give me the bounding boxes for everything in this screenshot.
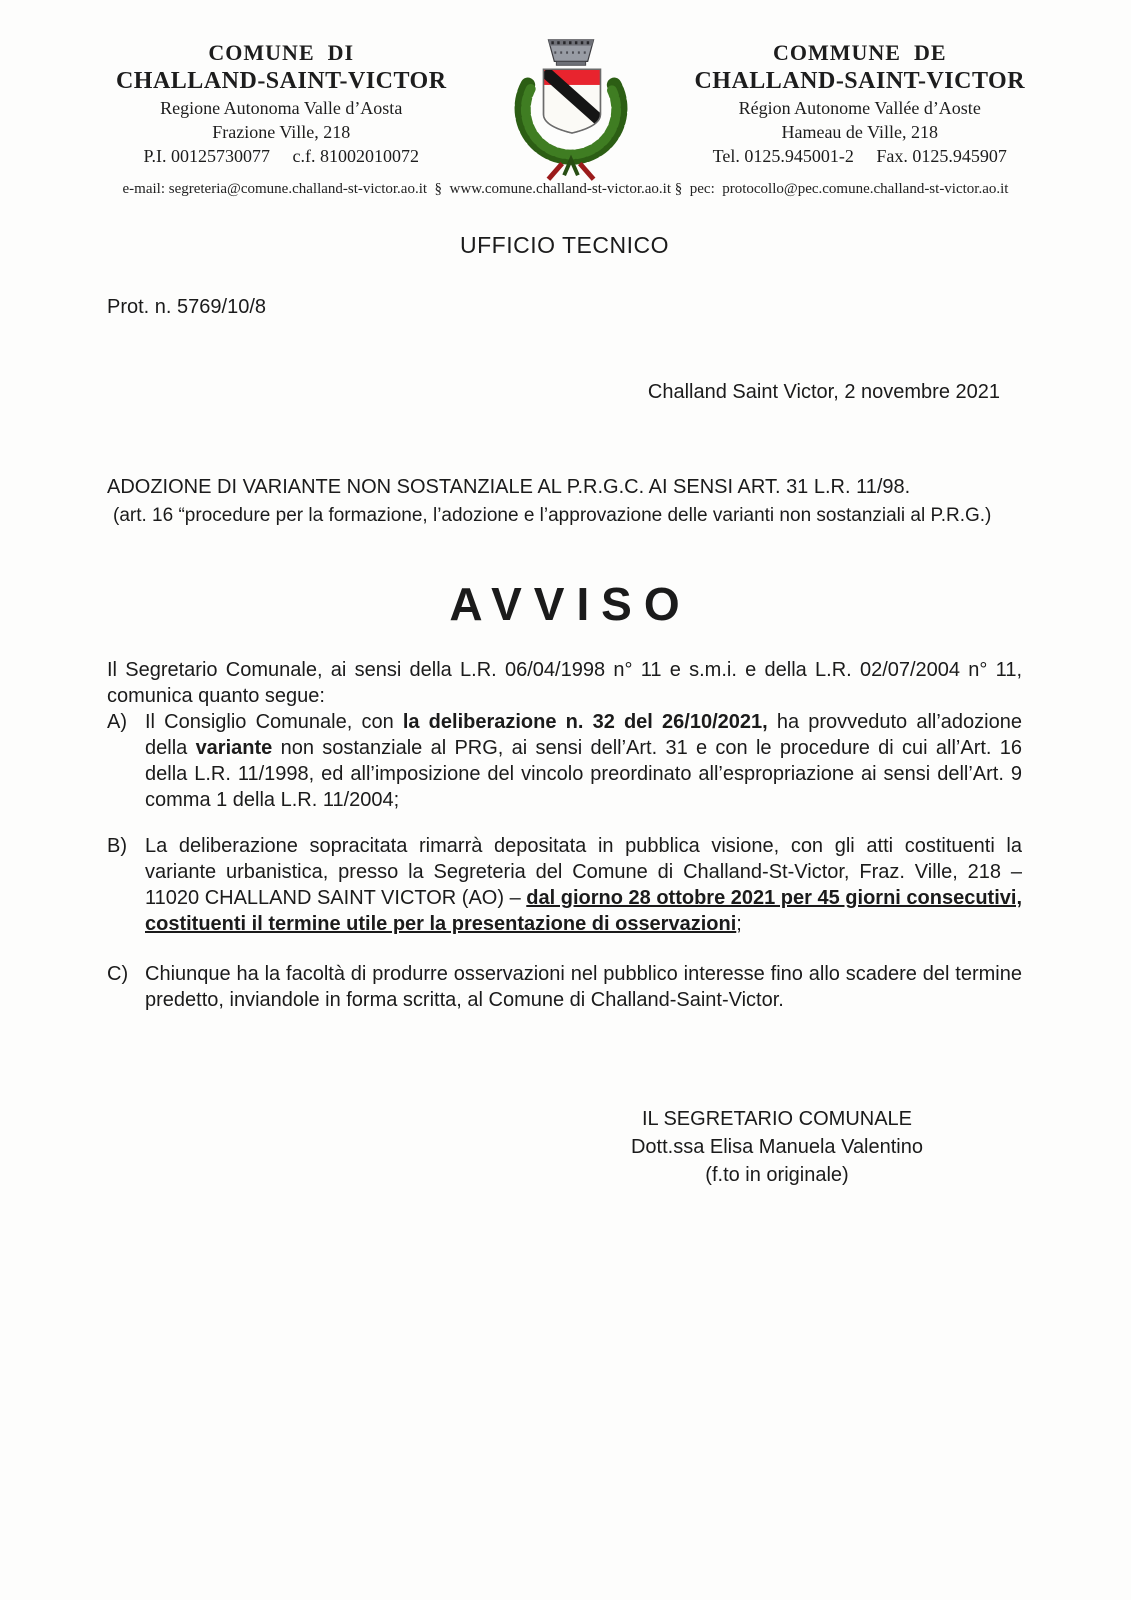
letterhead: [0, 0, 1131, 195]
region-line-it: Regione Autonoma Valle d’Aosta: [160, 98, 403, 118]
item-b-bold-underline-deadline: dal giorno 28 ottobre 2021 per 45 giorni consecutivi, costituenti il termine utile per la presentazione di osservazioni: [145, 887, 1023, 935]
address-line-it: Frazione Ville, 218: [212, 122, 351, 142]
item-c-label: C): [107, 963, 129, 985]
list-item-c: [107, 961, 1022, 1013]
list-item-a: [107, 709, 1022, 813]
address-line-fr: Hameau de Ville, 218: [781, 122, 939, 142]
municipal-coat-of-arms: [495, 28, 647, 195]
signature-block: [562, 1105, 992, 1189]
phone-fax-line: Tel. 0125.945001-2 Fax. 0125.945907: [712, 146, 1007, 166]
ribbon-left: [548, 163, 562, 179]
letterhead-italian: [68, 40, 495, 167]
contact-line: e-mail: segreteria@comune.challand-st-victor.ao.it § www.comune.challand-st-victor.ao.it § pec: protocollo@pec.comune.challand-st-victor.ao.it: [122, 181, 1009, 197]
item-a-mid: ha provveduto all’adozione della: [145, 711, 1022, 759]
item-a-bold-deliberation: la deliberazione n. 32 del 26/10/2021,: [402, 711, 768, 733]
item-b-post: ;: [736, 913, 742, 935]
subject-block: [107, 476, 1022, 527]
signature-name: Dott.ssa Elisa Manuela Valentino: [630, 1136, 923, 1158]
coat-of-arms-graphic: [495, 28, 647, 190]
fiscal-line: P.I. 00125730077 c.f. 81002010072: [143, 146, 419, 166]
item-a-label: A): [107, 711, 127, 733]
commune-title-fr: COMMUNE DE: [772, 40, 947, 65]
item-b-text: [145, 833, 1022, 937]
protocol-number: Prot. n. 5769/10/8: [107, 296, 267, 318]
intro-paragraph: Il Segretario Comunale, ai sensi della L.R. 06/04/1998 n° 11 e s.m.i. e della L.R. 02/07/2004 n° 11, comunica quanto segue:: [107, 659, 1022, 707]
ribbon-right: [579, 163, 593, 179]
item-a-post: non sostanziale al PRG, ai sensi dell’Art. 31 e con le procedure di cui all’Art. 16 della L.R. 11/1998, ed all’imposizione del vincolo preordinato all’espropriazione ai sensi dell’Art. 9 comma 1 della L.R. 11/2004;: [145, 737, 1023, 811]
subject-line-2: (art. 16 “procedure per la formazione, l’adozione e l’approvazione delle varianti non sostanziali al P.R.G.): [113, 505, 992, 526]
region-line-fr: Région Autonome Vallée d’Aoste: [738, 98, 981, 118]
item-a-bold-variante: variante: [195, 737, 273, 759]
office-title: UFFICIO TECNICO: [460, 232, 669, 258]
mural-crown: [548, 40, 593, 66]
dateline: Challand Saint Victor, 2 novembre 2021: [647, 381, 1000, 403]
item-a-text: [145, 709, 1022, 813]
signature-role: IL SEGRETARIO COMUNALE: [641, 1108, 913, 1130]
list-item-b: [107, 833, 1022, 937]
item-b-label: B): [107, 835, 127, 857]
document-body: [0, 232, 1131, 1189]
item-c-text: Chiunque ha la facoltà di produrre osservazioni nel pubblico interesse fino allo scadere del termine predetto, inviandole in forma scritta, al Comune di Challand-Saint-Victor.: [145, 963, 1022, 1011]
commune-title-it: COMUNE DI: [208, 40, 355, 65]
commune-name-fr: CHALLAND-SAINT-VICTOR: [694, 68, 1026, 94]
notice-title: AVVISO: [449, 578, 692, 630]
shield: [543, 69, 600, 133]
signature-note: (f.to in originale): [705, 1164, 849, 1186]
commune-name-it: CHALLAND-SAINT-VICTOR: [115, 68, 447, 94]
item-a-pre: Il Consiglio Comunale, con: [145, 711, 403, 733]
item-b-pre: La deliberazione sopracitata rimarrà depositata in pubblica visione, con gli atti costituenti la variante urbanistica, presso la Segreteria del Comune di Challand-St-Victor, Fraz. Ville, 218 – 11020 CHALLAND SAINT VICTOR (AO) –: [145, 835, 1022, 909]
subject-line-1: ADOZIONE DI VARIANTE NON SOSTANZIALE AL P.R.G.C. AI SENSI ART. 31 L.R. 11/98.: [107, 476, 911, 498]
letterhead-french: [647, 40, 1074, 167]
